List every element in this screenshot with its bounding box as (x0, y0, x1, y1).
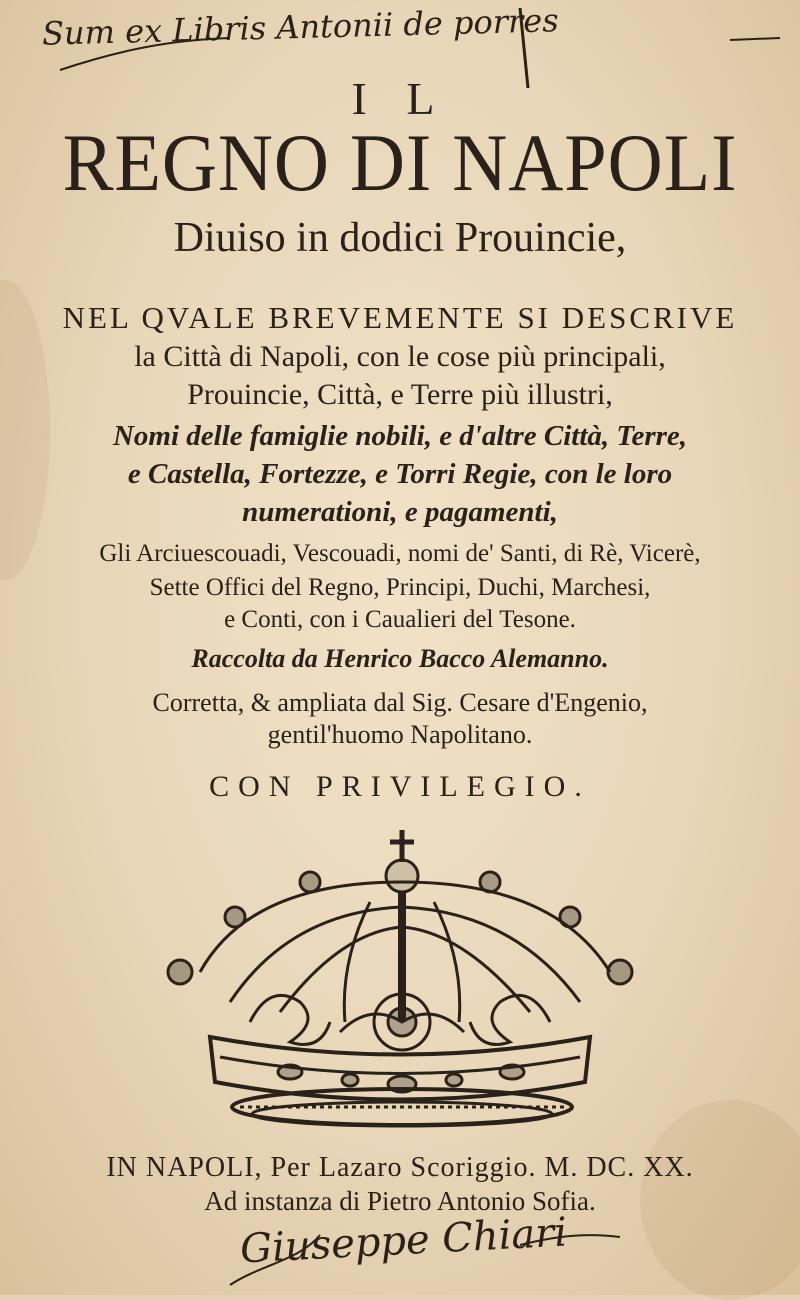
author-line: Raccolta da Henrico Bacco Alemanno. (191, 644, 609, 673)
families-line: Nomi delle famiglie nobili, e d'altre Città, Terre, (112, 420, 688, 452)
description-line: la Città di Napoli, con le cose più principali, (134, 340, 666, 373)
signature: Giuseppe Chiari (239, 1209, 569, 1273)
privilege-line: CON PRIVILEGIO. (209, 770, 591, 803)
crown-woodcut-icon (140, 822, 660, 1142)
page-title: REGNO DI NAPOLI (62, 117, 738, 208)
families-line: e Castella, Fortezze, e Torri Regie, con le loro (127, 458, 673, 490)
imprint-line: IN NAPOLI, Per Lazaro Scoriggio. M. DC. XX. (106, 1152, 694, 1183)
offices-line: Sette Offici del Regno, Principi, Duchi, Marchesi, (149, 574, 651, 601)
signature-flourish (0, 1205, 800, 1295)
page-subtitle: Diuiso in dodici Prouincie, (173, 215, 627, 261)
offices-line: Gli Arciuescouadi, Vescouadi, nomi de' Santi, di Rè, Vicerè, (99, 540, 701, 567)
editor-line: Corretta, & ampliata dal Sig. Cesare d'Engenio, (152, 688, 648, 717)
ownership-inscription: Sum ex Libris Antonii de porres (41, 1, 560, 53)
offices-line: e Conti, con i Caualieri del Tesone. (224, 606, 576, 633)
imprint-line: Ad instanza di Pietro Antonio Sofia. (204, 1186, 596, 1216)
families-line: numerationi, e pagamenti, (242, 496, 558, 528)
description-line: Prouincie, Città, e Terre più illustri, (187, 378, 613, 411)
editor-line: gentil'huomo Napolitano. (267, 720, 533, 749)
title-article: I L (351, 73, 449, 124)
description-heading: NEL QVALE BREVEMENTE SI DESCRIVE (62, 300, 738, 335)
